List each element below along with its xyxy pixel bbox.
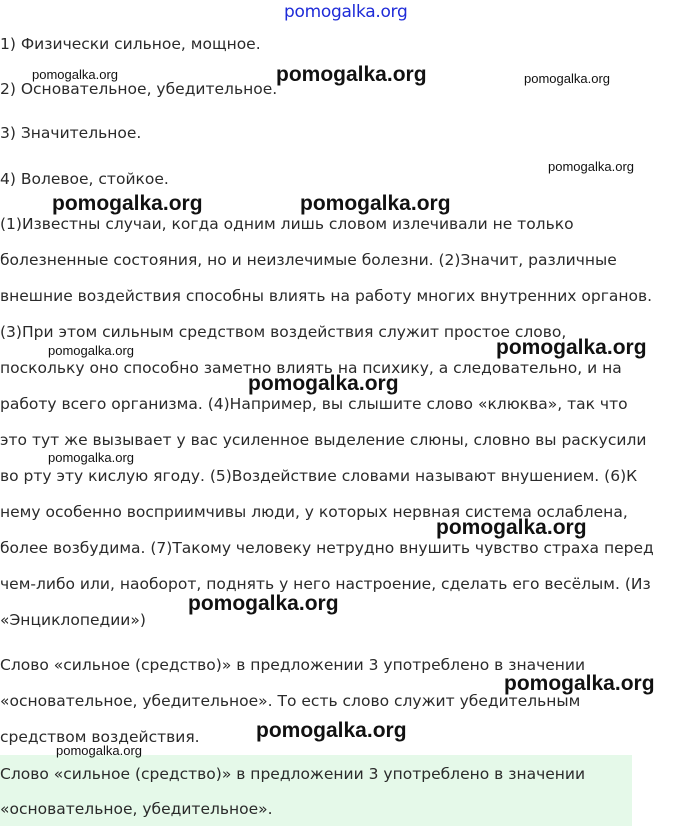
text-line: чем-либо или, наоборот, поднять у него настроение, сделать его весёлым. (Из	[0, 575, 651, 593]
watermark: pomogalka.org	[524, 71, 610, 86]
watermark: pomogalka.org	[32, 67, 118, 82]
text-line: во рту эту кислую ягоду. (5)Воздействие словами называют внушением. (6)К	[0, 467, 638, 485]
option-2: 2) Основательное, убедительное.	[0, 80, 278, 98]
text-line: нему особенно восприимчивы люди, у которых нервная система ослаблена,	[0, 503, 628, 521]
watermark: pomogalka.org	[48, 450, 134, 465]
watermark: pomogalka.org	[300, 192, 451, 215]
watermark: pomogalka.org	[52, 192, 203, 215]
text-line: поскольку оно способно заметно влиять на психику, а следовательно, и на	[0, 359, 622, 377]
watermark: pomogalka.org	[436, 516, 587, 539]
watermark: pomogalka.org	[188, 592, 339, 615]
explanation-line: «основательное, убедительное». То есть слово служит убедительным	[0, 692, 581, 710]
answer-line: Слово «сильное (средство)» в предложении 3 употреблено в значении	[0, 765, 586, 783]
text-line: (3)При этом сильным средством воздействия служит простое слово,	[0, 323, 567, 341]
text-line: это тут же вызывает у вас усиленное выделение слюны, словно вы раскусили	[0, 431, 647, 449]
option-1: 1) Физически сильное, мощное.	[0, 35, 261, 53]
site-logo[interactable]: pomogalka.org	[284, 2, 408, 22]
text-line: внешние воздействия способны влиять на работу многих внутренних органов.	[0, 287, 653, 305]
text-line: работу всего организма. (4)Например, вы слышите слово «клюква», так что	[0, 395, 628, 413]
explanation-line: средством воздействия.	[0, 728, 200, 746]
text-line: (1)Известны случаи, когда одним лишь словом излечивали не только	[0, 215, 574, 233]
option-4: 4) Волевое, стойкое.	[0, 170, 169, 188]
watermark: pomogalka.org	[496, 336, 647, 359]
text-line: «Энциклопедии»)	[0, 611, 146, 629]
answer-line: «основательное, убедительное».	[0, 800, 273, 818]
watermark: pomogalka.org	[248, 372, 399, 395]
watermark: pomogalka.org	[48, 343, 134, 358]
watermark: pomogalka.org	[256, 719, 407, 742]
option-3: 3) Значительное.	[0, 124, 142, 142]
watermark: pomogalka.org	[276, 63, 427, 86]
watermark: pomogalka.org	[548, 159, 634, 174]
watermark: pomogalka.org	[504, 672, 655, 695]
watermark: pomogalka.org	[56, 743, 142, 758]
explanation-line: Слово «сильное (средство)» в предложении 3 употреблено в значении	[0, 656, 586, 674]
text-line: болезненные состояния, но и неизлечимые болезни. (2)Значит, различные	[0, 251, 617, 269]
text-line: более возбудима. (7)Такому человеку нетрудно внушить чувство страха перед	[0, 539, 654, 557]
